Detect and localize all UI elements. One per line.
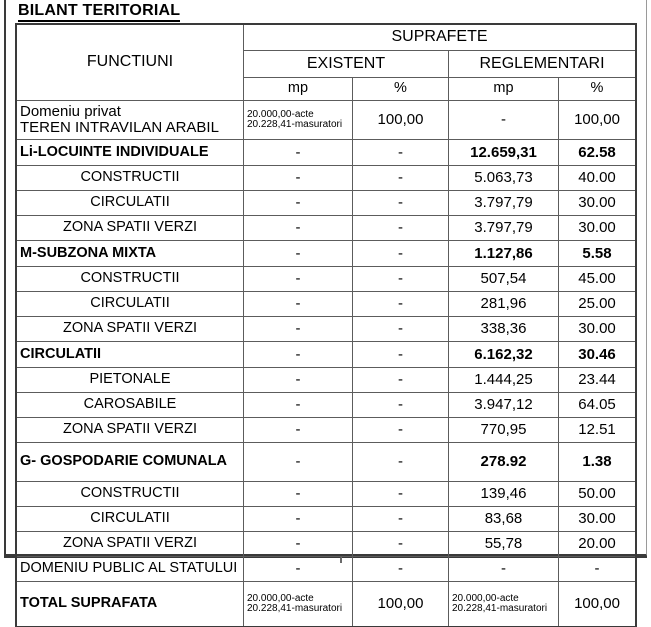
- cell-existent-pct: -: [353, 482, 449, 507]
- row-label-constructii: CONSTRUCTII: [17, 482, 244, 507]
- cell-reglementari-mp: [449, 582, 559, 627]
- row-label-zona-spatii-verzi: ZONA SPATII VERZI: [17, 216, 244, 241]
- cell-reglementari-pct: 30.00: [559, 216, 636, 241]
- row-label-zona-spatii-verzi: ZONA SPATII VERZI: [17, 317, 244, 342]
- cell-reglementari-mp: 770,95: [449, 418, 559, 443]
- row-label-m-subzona-mixta: M-SUBZONA MIXTA: [17, 241, 244, 267]
- table-row: [17, 507, 636, 532]
- cell-reglementari-pct: 40.00: [559, 166, 636, 191]
- cell-reglementari-pct: 1.38: [559, 443, 636, 482]
- row-label-circulatii: CIRCULATII: [17, 507, 244, 532]
- cell-existent-mp-masuratori: 20.228,41-masuratori: [247, 119, 343, 130]
- table-row: [17, 482, 636, 507]
- cell-existent-mp: [244, 101, 353, 140]
- cell-reglementari-pct: 100,00: [559, 101, 636, 140]
- cell-reglementari-mp: 5.063,73: [449, 166, 559, 191]
- cell-reglementari-pct: 30.00: [559, 191, 636, 216]
- table-row: [17, 267, 636, 292]
- cell-existent-mp: -: [244, 342, 353, 368]
- row-label-constructii: CONSTRUCTII: [17, 267, 244, 292]
- column-header-suprafete: SUPRAFETE: [244, 25, 636, 51]
- row-label-domeniu-privat: [17, 101, 244, 140]
- cell-reglementari-pct: -: [559, 557, 636, 582]
- cell-existent-mp: -: [244, 443, 353, 482]
- cell-reglementari-mp: 3.797,79: [449, 216, 559, 241]
- cell-reglementari-mp: 3.947,12: [449, 393, 559, 418]
- table-row: [17, 101, 636, 140]
- table-row: [17, 166, 636, 191]
- cell-existent-mp: -: [244, 241, 353, 267]
- cell-existent-mp: -: [244, 507, 353, 532]
- column-header-reglementari: REGLEMENTARI: [449, 51, 636, 78]
- cell-reglementari-mp: 12.659,31: [449, 140, 559, 166]
- cell-reglementari-mp: 1.127,86: [449, 241, 559, 267]
- row-label-circulatii: CIRCULATII: [17, 292, 244, 317]
- cell-existent-mp: -: [244, 317, 353, 342]
- bilant-teritorial-table: [16, 24, 636, 627]
- column-header-functiuni: FUNCTIUNI: [17, 25, 244, 101]
- cell-existent-mp-masuratori: 20.228,41-masuratori: [247, 603, 343, 614]
- cell-existent-pct: -: [353, 393, 449, 418]
- cell-reglementari-pct: 30.00: [559, 317, 636, 342]
- row-label-pietonale: PIETONALE: [17, 368, 244, 393]
- cell-reglementari-pct: 30.00: [559, 507, 636, 532]
- table-row-total: [17, 582, 636, 627]
- cell-reglementari-mp: -: [449, 101, 559, 140]
- cell-existent-pct: -: [353, 216, 449, 241]
- column-header-existent: EXISTENT: [244, 51, 449, 78]
- cell-reglementari-mp: 338,36: [449, 317, 559, 342]
- table-row: [17, 140, 636, 166]
- table-row: [17, 418, 636, 443]
- cell-existent-pct: -: [353, 140, 449, 166]
- cell-existent-mp: [244, 582, 353, 627]
- row-label-circulatii-group: CIRCULATII: [17, 342, 244, 368]
- column-header-reglementari-pct: %: [559, 78, 636, 101]
- cell-existent-pct: -: [353, 166, 449, 191]
- cell-reglementari-mp: 83,68: [449, 507, 559, 532]
- cell-reglementari-mp: 1.444,25: [449, 368, 559, 393]
- row-label-zona-spatii-verzi: ZONA SPATII VERZI: [17, 418, 244, 443]
- cell-existent-mp: -: [244, 482, 353, 507]
- cell-existent-mp: -: [244, 166, 353, 191]
- cell-existent-mp: -: [244, 216, 353, 241]
- cell-reglementari-pct: 62.58: [559, 140, 636, 166]
- row-label-line1: Domeniu privat: [20, 103, 121, 121]
- table-row: [17, 443, 636, 482]
- cell-existent-pct: -: [353, 532, 449, 557]
- cell-existent-pct: -: [353, 292, 449, 317]
- cell-existent-pct: -: [353, 342, 449, 368]
- cell-reglementari-pct: 5.58: [559, 241, 636, 267]
- cell-reglementari-mp-acte: 20.000,00-acte: [452, 592, 519, 604]
- cell-existent-mp-acte: 20.000,00-acte: [247, 108, 314, 120]
- cell-existent-pct: -: [353, 507, 449, 532]
- cell-reglementari-pct: 50.00: [559, 482, 636, 507]
- cell-reglementari-mp: 507,54: [449, 267, 559, 292]
- cell-existent-pct: -: [353, 267, 449, 292]
- cell-existent-pct: 100,00: [353, 582, 449, 627]
- row-label-constructii: CONSTRUCTII: [17, 166, 244, 191]
- cell-existent-pct: -: [353, 557, 449, 582]
- cell-existent-pct: -: [353, 443, 449, 482]
- cell-reglementari-mp: 281,96: [449, 292, 559, 317]
- cell-reglementari-mp: 55,78: [449, 532, 559, 557]
- cell-existent-mp: -: [244, 267, 353, 292]
- table-row: [17, 342, 636, 368]
- table-header-row-suprafete: [17, 25, 636, 51]
- table-row: [17, 368, 636, 393]
- cell-existent-pct: -: [353, 317, 449, 342]
- cell-existent-pct: -: [353, 418, 449, 443]
- cell-reglementari-mp: 3.797,79: [449, 191, 559, 216]
- cell-reglementari-mp: -: [449, 557, 559, 582]
- row-label-li-locuinte-individuale: Li-LOCUINTE INDIVIDUALE: [17, 140, 244, 166]
- cell-existent-mp: -: [244, 418, 353, 443]
- cell-existent-pct: -: [353, 191, 449, 216]
- page-title: BILANT TERITORIAL: [18, 2, 180, 22]
- cell-reglementari-pct: 64.05: [559, 393, 636, 418]
- table-row: [17, 241, 636, 267]
- cell-existent-mp: -: [244, 557, 353, 582]
- table-row: [17, 317, 636, 342]
- cell-reglementari-pct: 25.00: [559, 292, 636, 317]
- cell-existent-mp: -: [244, 292, 353, 317]
- cell-existent-pct: -: [353, 241, 449, 267]
- cell-reglementari-mp: 278.92: [449, 443, 559, 482]
- cell-existent-mp-acte: 20.000,00-acte: [247, 592, 314, 604]
- cell-reglementari-mp-masuratori: 20.228,41-masuratori: [452, 603, 548, 614]
- table-row: [17, 393, 636, 418]
- table-row: [17, 191, 636, 216]
- cell-existent-mp: -: [244, 140, 353, 166]
- cell-existent-pct: 100,00: [353, 101, 449, 140]
- cell-reglementari-pct: 12.51: [559, 418, 636, 443]
- column-header-existent-mp: mp: [244, 78, 353, 101]
- table-row: [17, 557, 636, 582]
- row-label-g-gospodarie-comunala: G- GOSPODARIE COMUNALA: [17, 443, 244, 482]
- cell-reglementari-pct: 20.00: [559, 532, 636, 557]
- cell-existent-mp: -: [244, 368, 353, 393]
- cell-existent-pct: -: [353, 368, 449, 393]
- row-label-circulatii: CIRCULATII: [17, 191, 244, 216]
- cell-existent-mp: -: [244, 532, 353, 557]
- row-label-zona-spatii-verzi: ZONA SPATII VERZI: [17, 532, 244, 557]
- table-row: [17, 216, 636, 241]
- row-label-carosabile: CAROSABILE: [17, 393, 244, 418]
- cell-reglementari-mp: 6.162,32: [449, 342, 559, 368]
- row-label-domeniu-public-al-statului: DOMENIU PUBLIC AL STATULUI: [17, 557, 244, 582]
- column-header-reglementari-mp: mp: [449, 78, 559, 101]
- column-header-existent-pct: %: [353, 78, 449, 101]
- row-label-total-suprafata: TOTAL SUPRAFATA: [17, 582, 244, 627]
- table-row: [17, 292, 636, 317]
- cell-reglementari-pct: 30.46: [559, 342, 636, 368]
- cell-reglementari-pct: 23.44: [559, 368, 636, 393]
- cell-existent-mp: -: [244, 191, 353, 216]
- row-label-line2: TEREN INTRAVILAN ARABIL: [20, 119, 219, 136]
- cell-reglementari-mp: 139,46: [449, 482, 559, 507]
- cell-reglementari-pct: 100,00: [559, 582, 636, 627]
- cell-existent-mp: -: [244, 393, 353, 418]
- cell-reglementari-pct: 45.00: [559, 267, 636, 292]
- table-row: [17, 532, 636, 557]
